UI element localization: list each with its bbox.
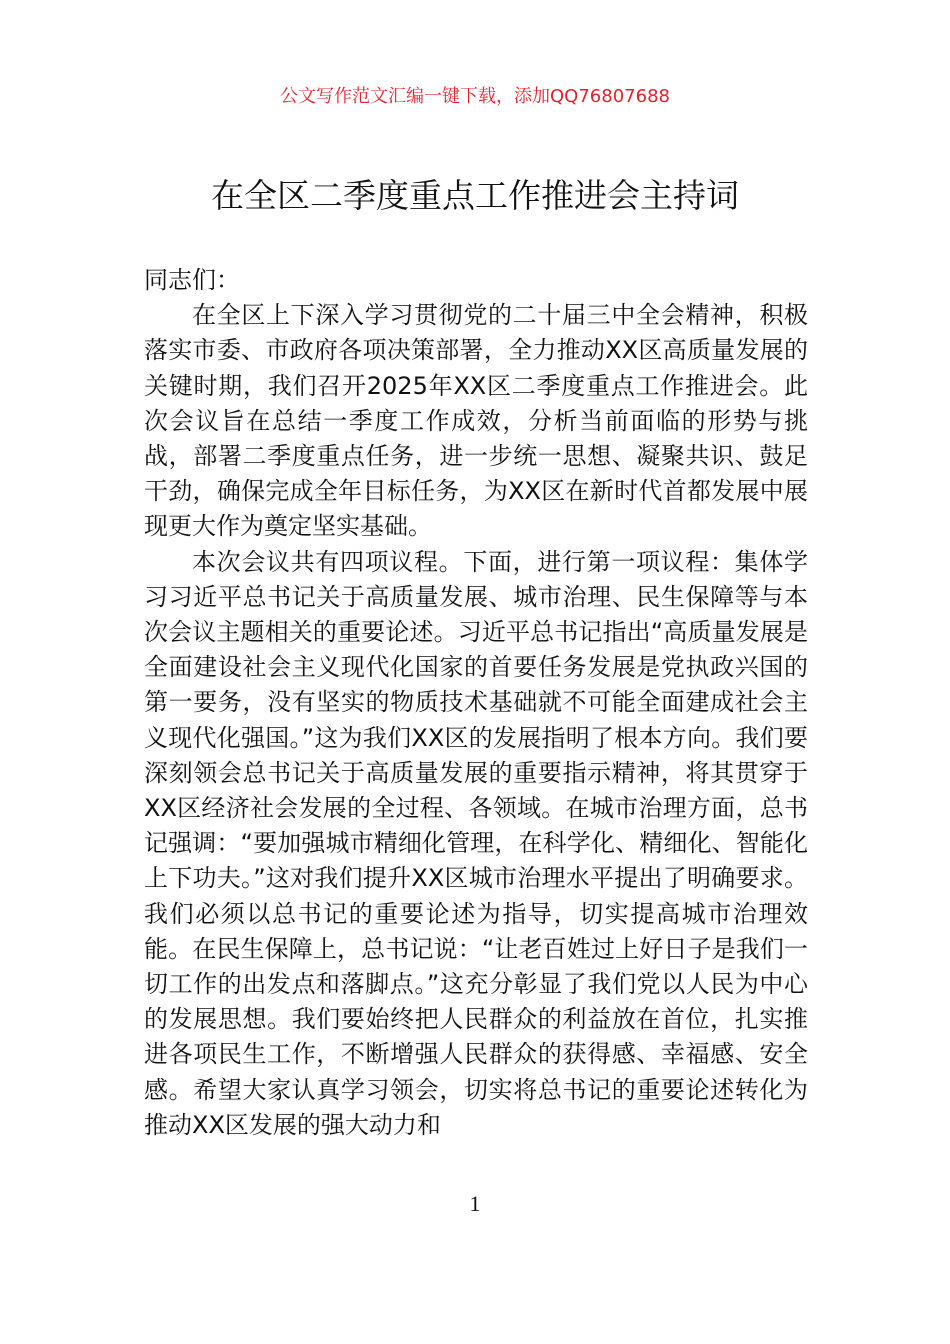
download-banner: 公文写作范文汇编一键下载，添加QQ76807688: [280, 86, 670, 107]
paragraph-2: 本次会议共有四项议程。下面，进行第一项议程：集体学习习近平总书记关于高质量发展、城市治理、民生保障等与本次会议主题相关的重要论述。习近平总书记指出“高质量发展是全面建设社会主义现代化国家的首要任务发展是党执政兴国的第一要务，没有坚实的物质技术基础就不可能全面建成社会主义现代化强国。”这为我们XX区的发展指明了根本方向。我们要深刻领会总书记关于高质量发展的重要指示精神，将其贯穿于XX区经济社会发展的全过程、各领域。在城市治理方面，总书记强调：“要加强城市精细化管理，在科学化、精细化、智能化上下功夫。”这对我们提升XX区城市治理水平提出了明确要求。我们必须以总书记的重要论述为指导，切实提高城市治理效能。在民生保障上，总书记说：“让老百姓过上好日子是我们一切工作的出发点和落脚点。”这充分彰显了我们党以人民为中心的发展思想。我们要始终把人民群众的利益放在首位，扎实推进各项民生工作，不断增强人民群众的获得感、幸福感、安全感。希望大家认真学习领会，切实将总书记的重要论述转化为推动XX区发展的强大动力和: [144, 547, 808, 1139]
document-body: [144, 263, 808, 1143]
document-title: 在全区二季度重点工作推进会主持词: [211, 176, 739, 215]
salutation: 同志们：: [144, 266, 240, 294]
paragraph-1: 在全区上下深入学习贯彻党的二十届三中全会精神，积极落实市委、市政府各项决策部署，全力推动XX区高质量发展的关键时期，我们召开2025年XX区二季度重点工作推进会。此次会议旨在总结一季度工作成效，分析当前面临的形势与挑战，部署二季度重点任务，进一步统一思想、凝聚共识、鼓足干劲，确保完成全年目标任务，为XX区在新时代首都发展中展现更大作为奠定坚实基础。: [144, 301, 808, 541]
page-number: 1: [469, 1191, 481, 1216]
